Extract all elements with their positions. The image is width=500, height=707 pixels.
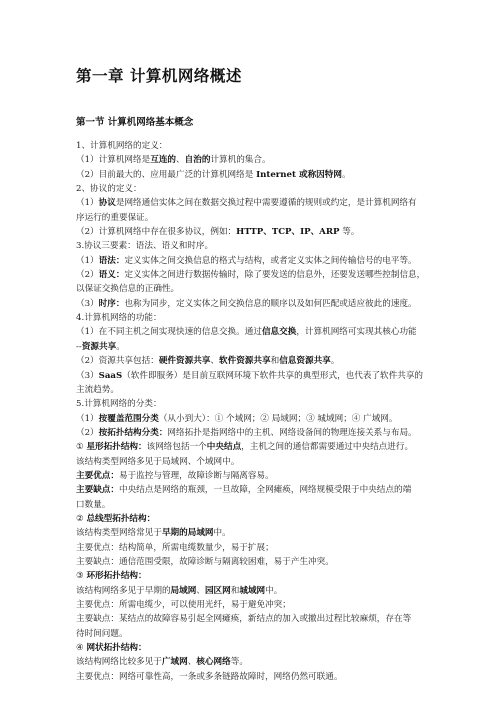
text-line [76,340,436,354]
text-line [76,153,436,167]
text-segment: 5.计算机网络的分类： [76,399,162,410]
text-line [76,282,436,296]
text-segment: （1） [76,198,99,209]
text-segment: （2） [76,427,99,438]
text-segment: 4.计算机网络的功能： [76,313,162,324]
text-segment: （从小到大）：① 个域网；② 局域网；③ 城域网；④ 广域网。 [158,413,398,424]
text-line [76,297,436,311]
text-segment: 中央结点是网络的瓶颈，一旦故障，全网瘫痪，网络规模受限于中央结点的端 [118,485,412,496]
text-segment: （软件即服务）是目前互联网环境下软件共享的典型形式，也代表了软件共享的 [122,370,424,381]
text-segment: （2）计算机网络中存在很多协议，例如： [76,227,237,238]
text-segment: ④ [76,643,87,654]
text-segment: 该结构类型网络多见于局域网、个域网中。 [76,456,240,467]
text-segment: 3.协议三要素：语法、语义和时序。 [76,241,214,252]
text-line [76,369,436,383]
text-segment: 网络拓扑是指网络中的主机、网络设备间的物理连接关系与布局。 [167,427,417,438]
bold-text: 按拓扑结构分类： [98,427,168,438]
bold-text: 协议 [98,198,116,209]
text-segment: （2）目前最大的、应用最广泛的计算机网络是 [76,169,257,180]
text-segment: 等。 [339,227,360,238]
text-line [76,641,436,655]
text-segment: 主要优点：所需电缆少，可以使用光纤，易于避免冲突； [76,600,291,610]
text-segment: 主要缺点：通信范围受限，故障诊断与隔离较困难，易于产生冲突。 [76,556,334,567]
text-segment: 是网络通信实体之间在数据交换过程中需要遵循的规则或约定，是计算机网络有 [115,198,417,209]
text-line [76,211,436,225]
text-segment: 以保证交换信息的正确性。 [76,284,180,295]
text-segment: 计算机的集合。 [210,155,271,166]
text-segment: 主要优点：结构简单，所需电缆数量少，易于扩展； [76,542,274,553]
text-line [76,354,436,368]
bold-text: 广域网 [161,657,188,668]
text-segment: 待时间问题。 [76,628,128,639]
text-segment: 序运行的重要保证。 [76,212,154,223]
bold-text: 园区网 [204,585,231,596]
bold-text: 星形拓扑结构： [86,442,147,453]
text-line [76,670,436,684]
text-segment: 口数量。 [76,499,111,510]
text-line [76,655,436,669]
text-segment: 主要缺点：某结点的故障容易引起全网瘫痪，新结点的加入或撤出过程比较麻烦，存在等 [76,614,412,625]
text-line [76,498,436,512]
text-segment: 、 [176,155,185,166]
text-line [76,225,436,239]
text-segment: 也称为同步，定义实体之间交换信息的顺序以及如何匹配或适应彼此的速度。 [124,298,417,309]
text-segment: 。 [330,356,340,367]
text-line [76,426,436,440]
bold-text: SaaS [98,370,123,381]
text-segment: （1） [76,255,99,266]
text-line [76,569,436,583]
text-line [76,139,436,153]
bold-text: 信息资源共享 [279,356,331,367]
bold-text: 自治的 [184,155,211,166]
bold-text: 资源共享 [81,341,117,352]
text-line [76,584,436,598]
text-segment: 、 [196,585,205,596]
text-segment: 。 [116,341,125,352]
bold-text: 总线型拓扑结构： [86,513,156,524]
text-segment: （1）在不同主机之间实现快速的信息交换。通过 [76,327,262,338]
text-line [76,483,436,497]
text-line [76,627,436,641]
text-line [76,254,436,268]
text-segment: 中。 [265,585,283,596]
text-segment: ① [76,442,87,453]
bold-text: 按覆盖范围分类 [98,413,159,424]
text-line [76,612,436,626]
bold-text: 信息交换 [261,327,297,338]
text-line [76,168,436,182]
text-line [76,397,436,411]
document-body [76,139,436,684]
text-segment: 该结构网络多见于早期的 [76,585,171,596]
text-segment: （2）资源共享包括： [76,356,159,367]
chapter-title: 第一章 计算机网络概述 [76,67,242,85]
bold-text: 语义： [98,270,125,281]
text-segment: 定义实体之间进行数据传输时，除了要发送的信息外，还要发送哪些控制信息， [124,270,426,281]
bold-text: 核心网络 [196,657,231,668]
bold-text: 局域网 [170,585,197,596]
text-segment: 1、计算机网络的定义： [76,141,168,151]
text-segment: 主要优点：网络可靠性高，一条或多条链路故障时，网络仍然可联通。 [76,671,343,682]
text-segment: -- [76,341,82,352]
text-segment: ，计算机网络可实现其核心功能 [296,327,417,338]
bold-text: 早期的局域网 [161,528,214,539]
bold-text: 时序： [98,298,125,309]
text-segment: ，主机之间的通信都需要通过中央结点进行。 [241,442,414,453]
text-line [76,455,436,469]
text-segment: 2、协议的定义： [76,184,142,195]
text-segment: ② [76,513,87,524]
text-line [76,311,436,325]
text-line [76,412,436,426]
text-segment: 易于监控与管理，故障诊断与隔离容易。 [118,470,274,481]
bold-text: HTTP、TCP、IP、ARP [236,227,340,238]
bold-text: 软件资源共享 [219,356,271,367]
text-segment: 该结构网络比较多见于 [76,657,162,668]
text-segment: （1） [76,413,99,424]
text-segment: （1）计算机网络是 [76,155,151,166]
text-line [76,182,436,196]
text-segment: ③ [76,571,87,582]
bold-text: 网状拓扑结构： [86,643,147,654]
text-segment: 。 [341,169,351,180]
bold-text: 城域网 [239,585,266,596]
text-segment: （3） [76,298,99,309]
text-line [76,598,436,612]
text-line [76,469,436,483]
text-line [76,196,436,210]
text-line [76,541,436,555]
bold-text: 语法： [98,255,125,266]
text-segment: 该网络包括一个 [146,442,207,453]
bold-text: 主要优点： [76,470,119,481]
text-line [76,440,436,454]
text-line [76,268,436,282]
text-segment: 该结构类型网络常见于 [76,528,162,539]
text-segment: 、 [187,657,197,668]
bold-text: 环形拓扑结构： [86,571,147,582]
section-title: 第一节 计算机网络基本概念 [76,117,194,128]
text-segment: 等。 [230,657,248,668]
text-line [76,239,436,253]
text-segment: 主流趋势。 [76,384,119,395]
bold-text: 中央结点 [206,442,242,453]
bold-text: 互连的 [150,155,177,166]
bold-text: 主要缺点： [76,485,119,496]
bold-text: Internet 或称因特网 [256,169,342,180]
text-segment: 和 [230,585,240,596]
text-line [76,526,436,540]
text-segment: 中。 [213,528,231,539]
text-segment: （3） [76,370,99,381]
text-segment: 定义实体之间交换信息的格式与结构，或者定义实体之间传输信号的电平等。 [124,255,417,266]
text-line [76,512,436,526]
bold-text: 硬件资源共享 [158,356,211,367]
text-line [76,325,436,339]
text-segment: 和 [270,356,280,367]
text-line [76,555,436,569]
text-line [76,383,436,397]
text-segment: （2） [76,270,99,281]
text-segment: 、 [210,356,219,367]
